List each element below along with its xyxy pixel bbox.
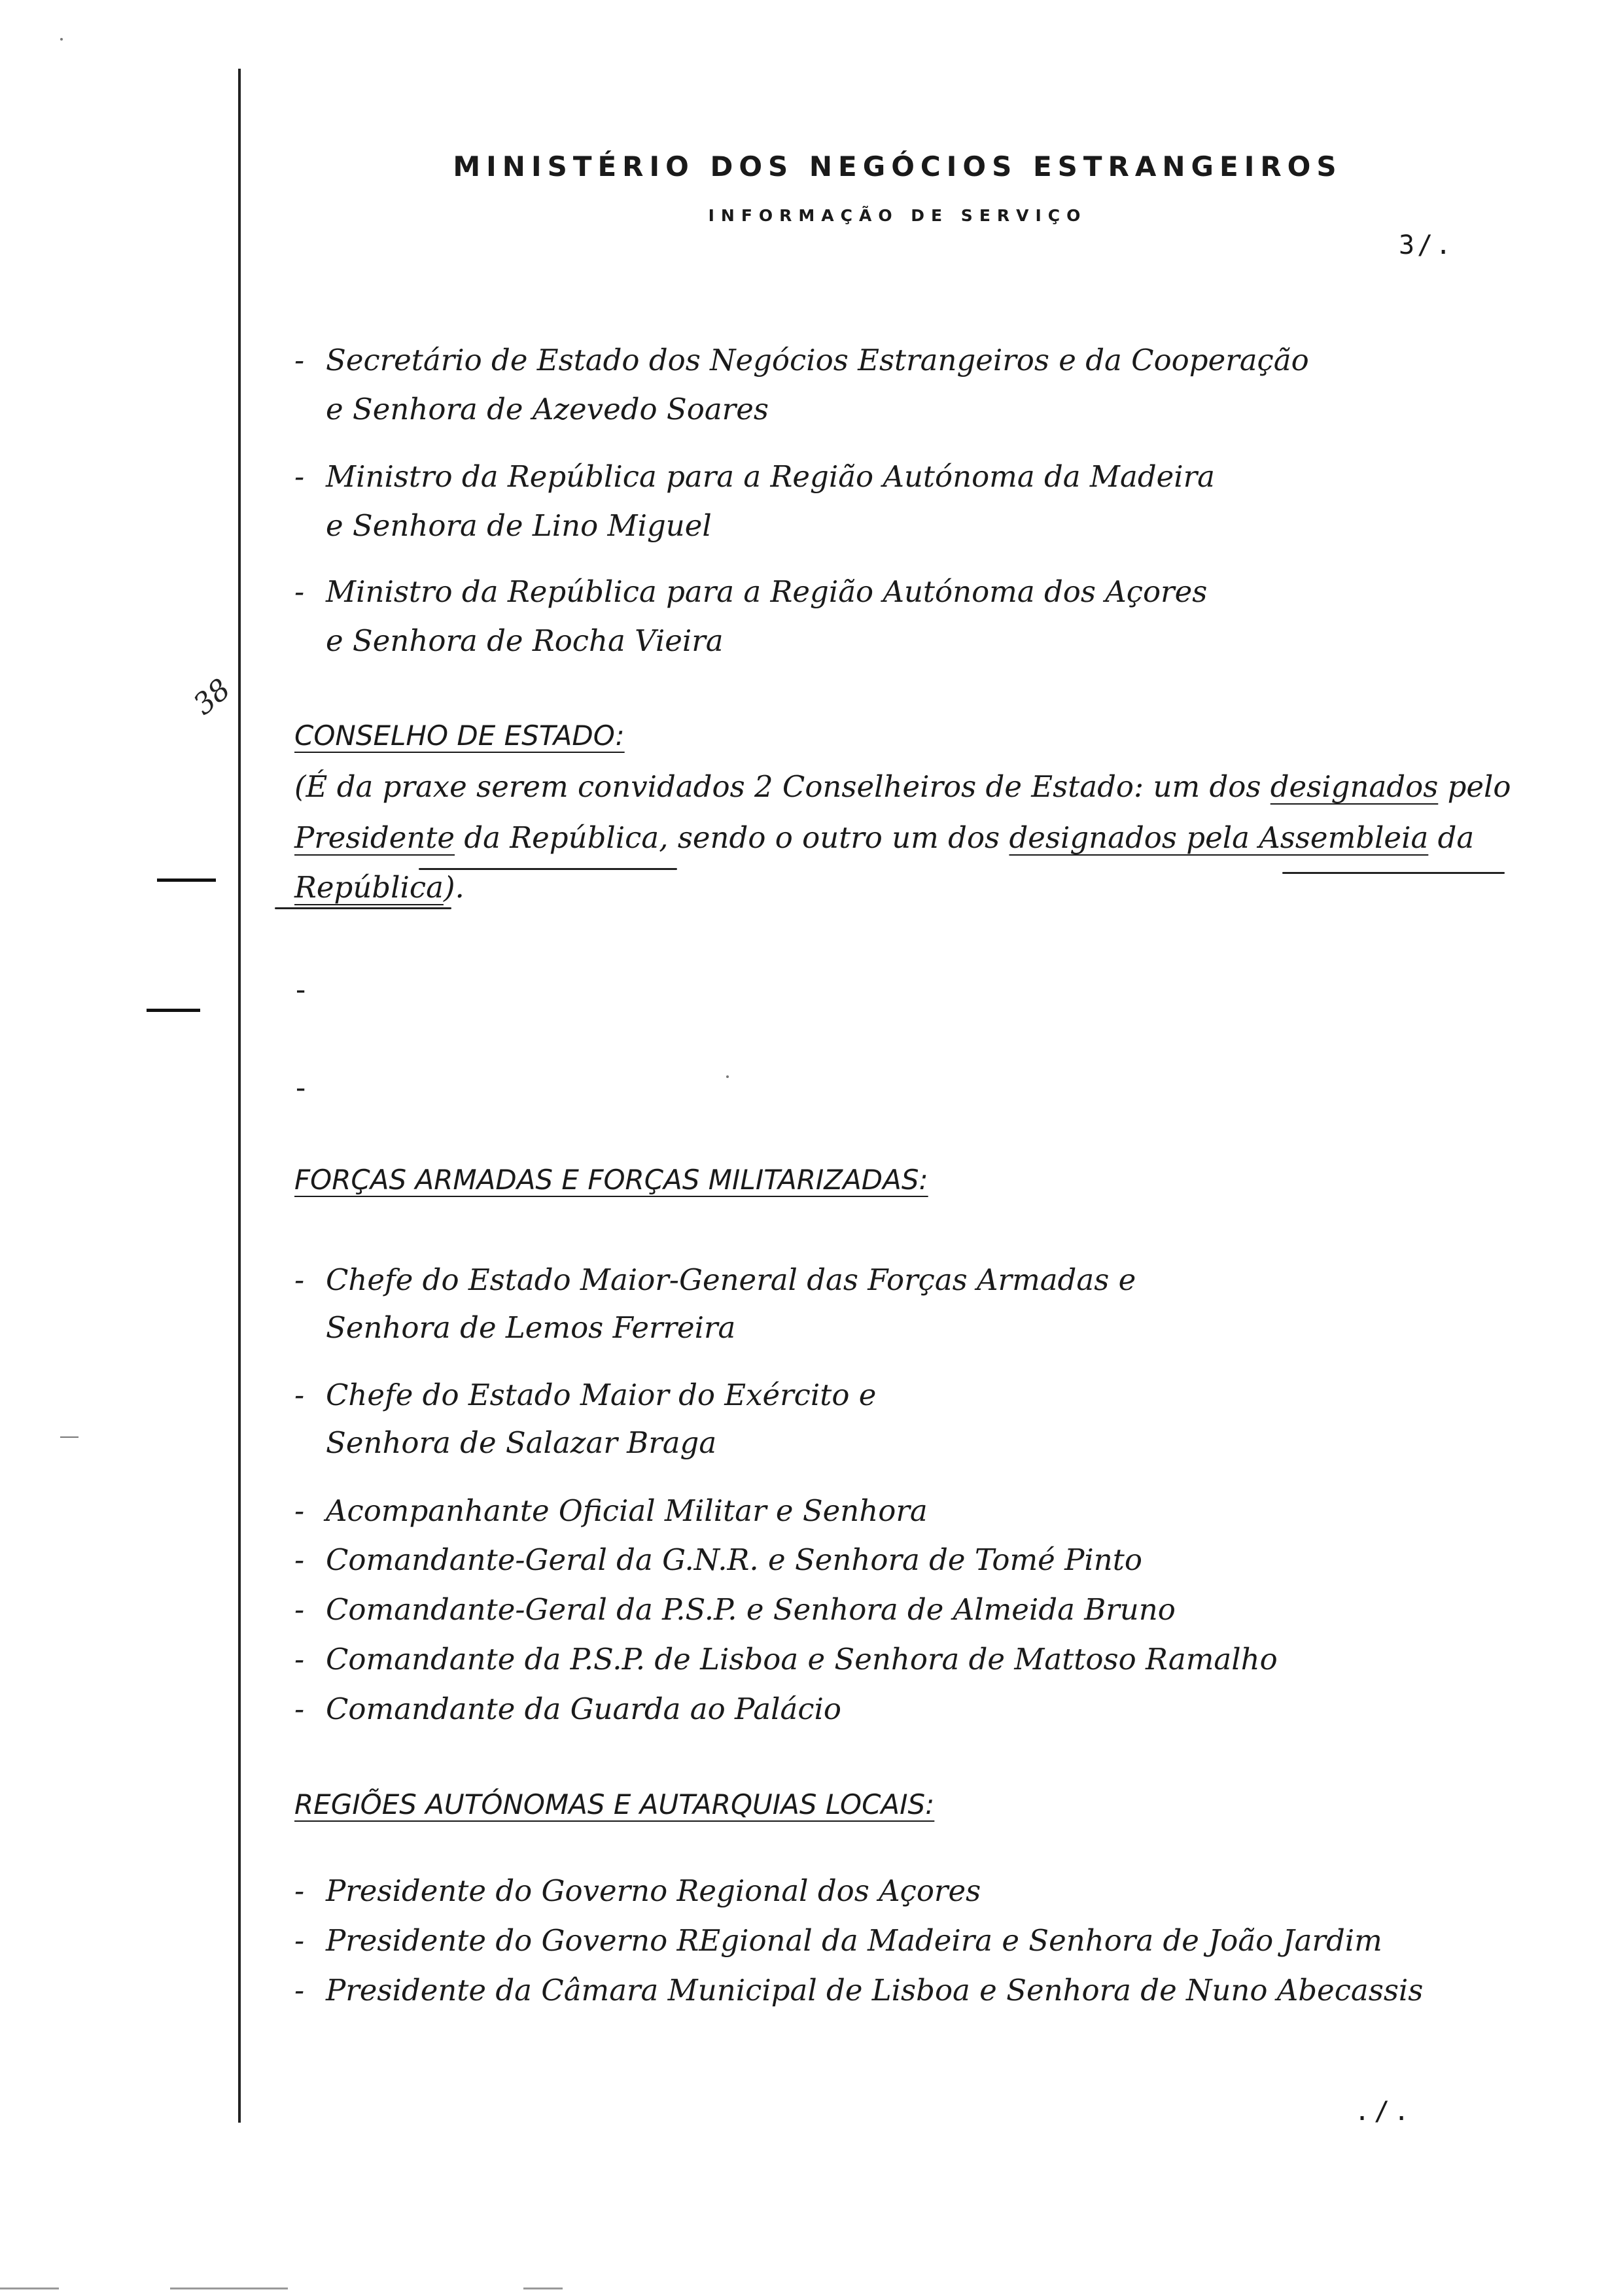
letterhead-subtitle: INFORMAÇÃO DE SERVIÇO (708, 206, 1087, 225)
list-item-continuation: Senhora de Salazar Braga (326, 1425, 717, 1460)
paper-speck (726, 1075, 729, 1078)
blank-list-item: - (296, 1070, 306, 1105)
handwritten-underline (419, 868, 677, 870)
list-item: - Secretário de Estado dos Negócios Estrangeiros e da Cooperação (294, 343, 1309, 377)
list-item: - Chefe do Estado Maior do Exército e (294, 1378, 877, 1412)
conselho-paragraph-line: Presidente da República, sendo o outro um dos designados pela Assembleia da (294, 820, 1475, 855)
list-item: - Presidente da Câmara Municipal de Lisboa e Senhora de Nuno Abecassis (294, 1973, 1424, 2008)
handwritten-margin-mark: 38 (187, 672, 237, 722)
section-heading-conselho: CONSELHO DE ESTADO: (294, 720, 625, 752)
page-number: 3/. (1399, 230, 1454, 260)
list-item: - Acompanhante Oficial Militar e Senhora (294, 1493, 928, 1528)
margin-dash-mark (147, 1009, 200, 1012)
list-item: - Ministro da República para a Região Autónoma dos Açores (294, 574, 1208, 609)
list-item-continuation: e Senhora de Rocha Vieira (326, 623, 724, 658)
list-item-continuation: e Senhora de Lino Miguel (326, 508, 712, 543)
list-item: - Presidente do Governo Regional dos Açores (294, 1873, 981, 1908)
list-item: - Comandante-Geral da G.N.R. e Senhora de Tomé Pinto (294, 1542, 1142, 1577)
paper-speck (60, 38, 63, 41)
scan-edge-noise (170, 2287, 288, 2289)
list-item: - Presidente do Governo REgional da Madeira e Senhora de João Jardim (294, 1923, 1382, 1958)
section-heading-forcas: FORÇAS ARMADAS E FORÇAS MILITARIZADAS: (294, 1164, 928, 1196)
list-item-continuation: Senhora de Lemos Ferreira (326, 1310, 736, 1345)
list-item: - Comandante da Guarda ao Palácio (294, 1692, 842, 1726)
scan-edge-noise (523, 2287, 563, 2289)
list-item: - Comandante da P.S.P. de Lisboa e Senhora de Mattoso Ramalho (294, 1642, 1278, 1677)
scan-edge-noise (0, 2287, 59, 2289)
letterhead-title: MINISTÉRIO DOS NEGÓCIOS ESTRANGEIROS (453, 150, 1342, 183)
list-item: - Comandante-Geral da P.S.P. e Senhora de Almeida Bruno (294, 1592, 1176, 1627)
section-heading-regioes: REGIÕES AUTÓNOMAS E AUTARQUIAS LOCAIS: (294, 1788, 935, 1820)
margin-rule (238, 69, 241, 2123)
continuation-mark: ./. (1354, 2096, 1414, 2127)
list-item: - Ministro da República para a Região Autónoma da Madeira (294, 459, 1215, 494)
blank-list-item: - (296, 972, 306, 1007)
conselho-paragraph-line: República). (294, 870, 464, 905)
handwritten-underline (275, 907, 451, 909)
handwritten-underline (1282, 872, 1505, 874)
margin-dash-mark (157, 878, 216, 882)
list-item-continuation: e Senhora de Azevedo Soares (326, 392, 769, 426)
paper-speck (60, 1436, 79, 1438)
conselho-paragraph-line: (É da praxe serem convidados 2 Conselheiros de Estado: um dos designados pelo (294, 769, 1511, 804)
list-item: - Chefe do Estado Maior-General das Forças Armadas e (294, 1262, 1136, 1297)
